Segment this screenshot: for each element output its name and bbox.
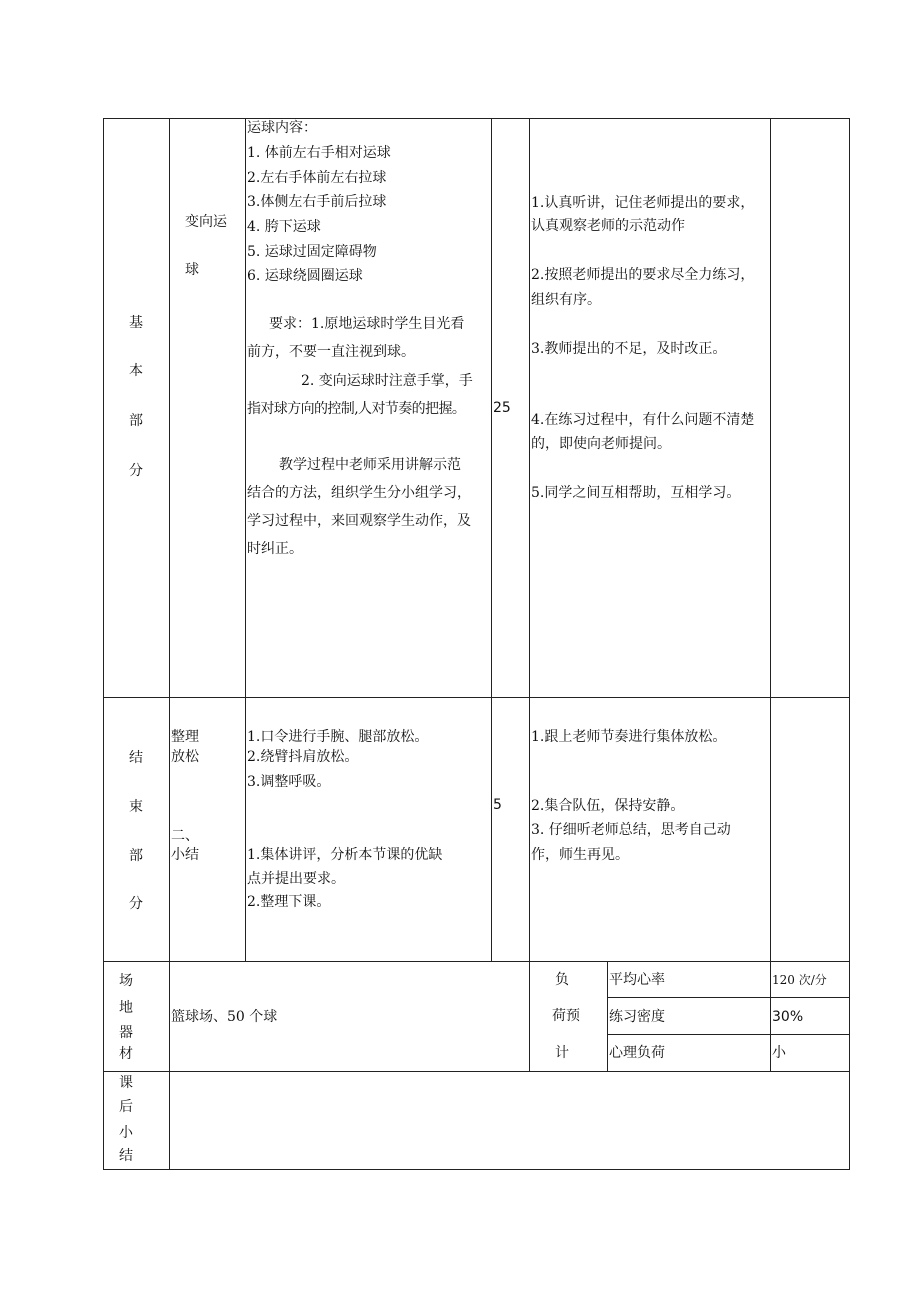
lesson-plan-page: 基 本 部 分 变向运 球 运球内容： 1. 体前左右手相对运球 2.左右手体前左右拉球 3.体侧左右手前后拉球 4. 胯下运球 5. 运球过固定障碍物 6. 运球绕圆圈运球 要求：1.原地运球时学生目光看 前方，不要一直注视到球。 2. 变向运球时注意手掌，手 指对球方向的控制,人对节奏的把握。 教学过程中老师采用讲解示范 结合的方法，组织学生分小组学习， 学习过程中，来回观察学生动作，及 时纠正。 25 1.认真听讲，记住老师提出的要求， 认真观察老师的示范动作 2.按照老师提出的要求尽全力练习， 组织有序。 3.教师提出的不足，及时改正。 4.在练习过程中，有什么问题不清楚 的，即使向老师提问。 5.同学之间互相帮助，互相学习。 结 束 部 分 整理 放松 二、 小结 1.口令进行手腕、腿部放松。 2.绕臂抖肩放松。 3.调整呼吸。 1.集体讲评，分析本节课的优缺 点并提出要求。 2.整理下课。 5 1.跟上老师节奏进行集体放松。 2.集合队伍，保持安静。 3. 仔细听老师总结，思考自己动 作，师生再见。 场 地 器 材 篮球场、50 个球 负 荷预 计 平均心率 120 次/分 练习密度 30% 心理负荷 小 课 后 小 结 bbox=[0, 0, 920, 1301]
basic-time: 25 bbox=[493, 400, 511, 416]
load-row-name: 平均心率 bbox=[609, 972, 665, 988]
load-row-name: 心理负荷 bbox=[609, 1045, 665, 1061]
load-row-value: 30% bbox=[772, 1009, 804, 1025]
venue-value: 篮球场、50 个球 bbox=[171, 1009, 278, 1025]
ending-time: 5 bbox=[493, 797, 502, 813]
load-row-value: 120 次/分 bbox=[772, 973, 827, 987]
load-row-name: 练习密度 bbox=[609, 1009, 665, 1025]
load-row-value: 小 bbox=[772, 1045, 786, 1061]
